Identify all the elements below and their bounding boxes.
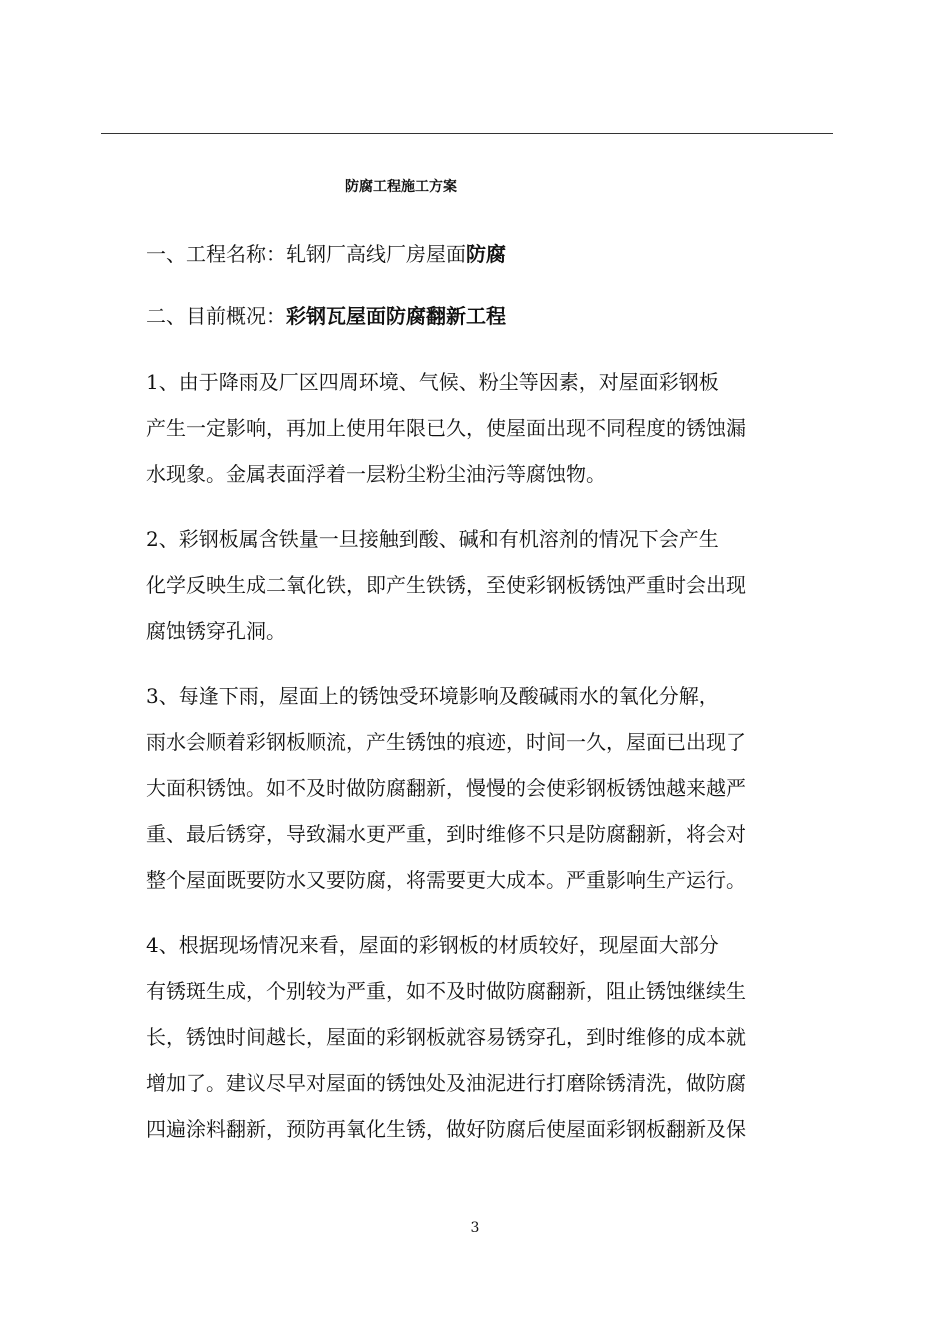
document-body — [146, 234, 826, 1152]
document-title: 防腐工程施工方案 — [345, 179, 457, 195]
heading-value-emphasis: 彩钢瓦屋面防腐翻新工程 — [286, 304, 506, 328]
paragraph-line: 雨水会顺着彩钢板顺流，产生锈蚀的痕迹，时间一久，屋面已出现了 — [146, 730, 746, 754]
heading-value-emphasis: 防腐 — [466, 242, 506, 266]
paragraph-4 — [146, 922, 826, 1152]
paragraph-line: 产生一定影响，再加上使用年限已久，使屋面出现不同程度的锈蚀漏 — [146, 416, 746, 440]
paragraph-line: 大面积锈蚀。如不及时做防腐翻新，慢慢的会使彩钢板锈蚀越来越严 — [146, 776, 746, 800]
paragraph-1 — [146, 359, 826, 497]
heading-project-name — [146, 234, 826, 274]
paragraph-line: 3、每逢下雨，屋面上的锈蚀受环境影响及酸碱雨水的氧化分解， — [146, 684, 719, 708]
heading-value: 轧钢厂高线厂房屋面 — [286, 242, 466, 266]
paragraph-line: 长，锈蚀时间越长，屋面的彩钢板就容易锈穿孔，到时维修的成本就 — [146, 1025, 746, 1049]
paragraph-line: 水现象。金属表面浮着一层粉尘粉尘油污等腐蚀物。 — [146, 462, 606, 486]
heading-label: 二、目前概况： — [146, 304, 286, 328]
heading-label: 一、工程名称： — [146, 242, 286, 266]
paragraph-line: 1、由于降雨及厂区四周环境、气候、粉尘等因素，对屋面彩钢板 — [146, 370, 719, 394]
header-rule — [101, 133, 833, 134]
paragraph-line: 化学反映生成二氧化铁，即产生铁锈，至使彩钢板锈蚀严重时会出现 — [146, 573, 746, 597]
paragraph-2 — [146, 516, 826, 654]
paragraph-line: 4、根据现场情况来看，屋面的彩钢板的材质较好，现屋面大部分 — [146, 933, 719, 957]
paragraph-line: 增加了。建议尽早对屋面的锈蚀处及油泥进行打磨除锈清洗，做防腐 — [146, 1071, 746, 1095]
paragraph-line: 有锈斑生成，个别较为严重，如不及时做防腐翻新，阻止锈蚀继续生 — [146, 979, 746, 1003]
paragraph-3 — [146, 673, 826, 903]
paragraph-line: 重、最后锈穿，导致漏水更严重，到时维修不只是防腐翻新，将会对 — [146, 822, 746, 846]
paragraph-line: 2、彩钢板属含铁量一旦接触到酸、碱和有机溶剂的情况下会产生 — [146, 527, 719, 551]
page-number: 3 — [470, 1220, 480, 1236]
paragraph-line: 腐蚀锈穿孔洞。 — [146, 619, 286, 643]
paragraph-line: 四遍涂料翻新，预防再氧化生锈，做好防腐后使屋面彩钢板翻新及保 — [146, 1117, 746, 1141]
paragraph-line: 整个屋面既要防水又要防腐，将需要更大成本。严重影响生产运行。 — [146, 868, 746, 892]
heading-overview — [146, 296, 826, 336]
